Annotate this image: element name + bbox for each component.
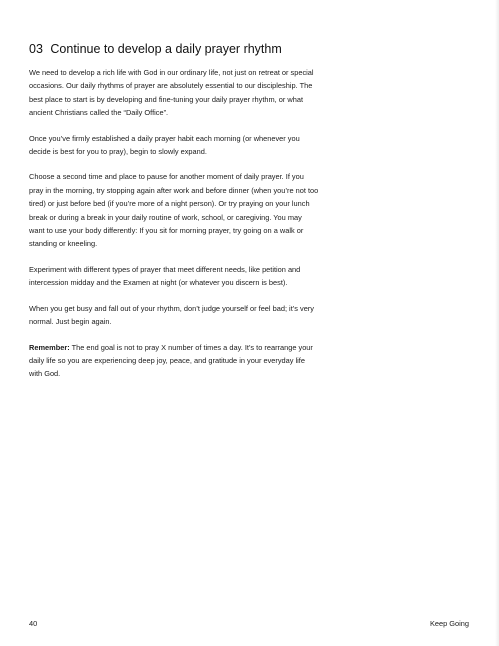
paragraph-establish-habit: Once you’ve firmly established a daily prayer habit each morning (or whenever you decide is best for you to pray), begin to slowly expand. <box>29 133 300 157</box>
running-title: Keep Going <box>429 619 469 628</box>
page-edge-shadow <box>495 0 499 646</box>
paragraph-remember <box>29 341 319 381</box>
section-heading <box>29 41 319 58</box>
page-content <box>29 41 319 393</box>
paragraph-second-time: Choose a second time and place to pause for another moment of daily prayer. If you pray in the morning, try stopping again after work and before dinner (when you’re not too tired) or just before bed (if you’re more of a night person). Or try praying on your lunch break or during a break in your daily routine of work, school, or caregiving. You may want to use your body differently: If you sit for morning prayer, try going on a walk or standing or kneeling. <box>29 172 319 249</box>
remember-label: Remember: <box>29 342 70 352</box>
section-title: Continue to develop a daily prayer rhythm <box>50 42 282 56</box>
section-number: 03 <box>29 42 43 56</box>
paragraph-begin-again: When you get busy and fall out of your rhythm, don’t judge yourself or feel bad; it’s very normal. Just begin again. <box>29 303 314 327</box>
page-number: 40 <box>29 619 38 628</box>
remember-text: The end goal is not to pray X number of times a day. It’s to rearrange your daily life so you are experiencing deep joy, peace, and gratitude in your everyday life with God. <box>29 342 313 379</box>
paragraph-experiment: Experiment with different types of prayer that meet different needs, like petition and intercession midday and the Examen at night (or whatever you discern is best). <box>29 264 301 288</box>
paragraph-rich-life: We need to develop a rich life with God in our ordinary life, not just on retreat or special occasions. Our daily rhythms of prayer are absolutely essential to our discipleship. The best place to start is by developing and fine-tuning your daily prayer rhythm, or what ancient Christians called the “Daily Office”. <box>29 68 314 118</box>
